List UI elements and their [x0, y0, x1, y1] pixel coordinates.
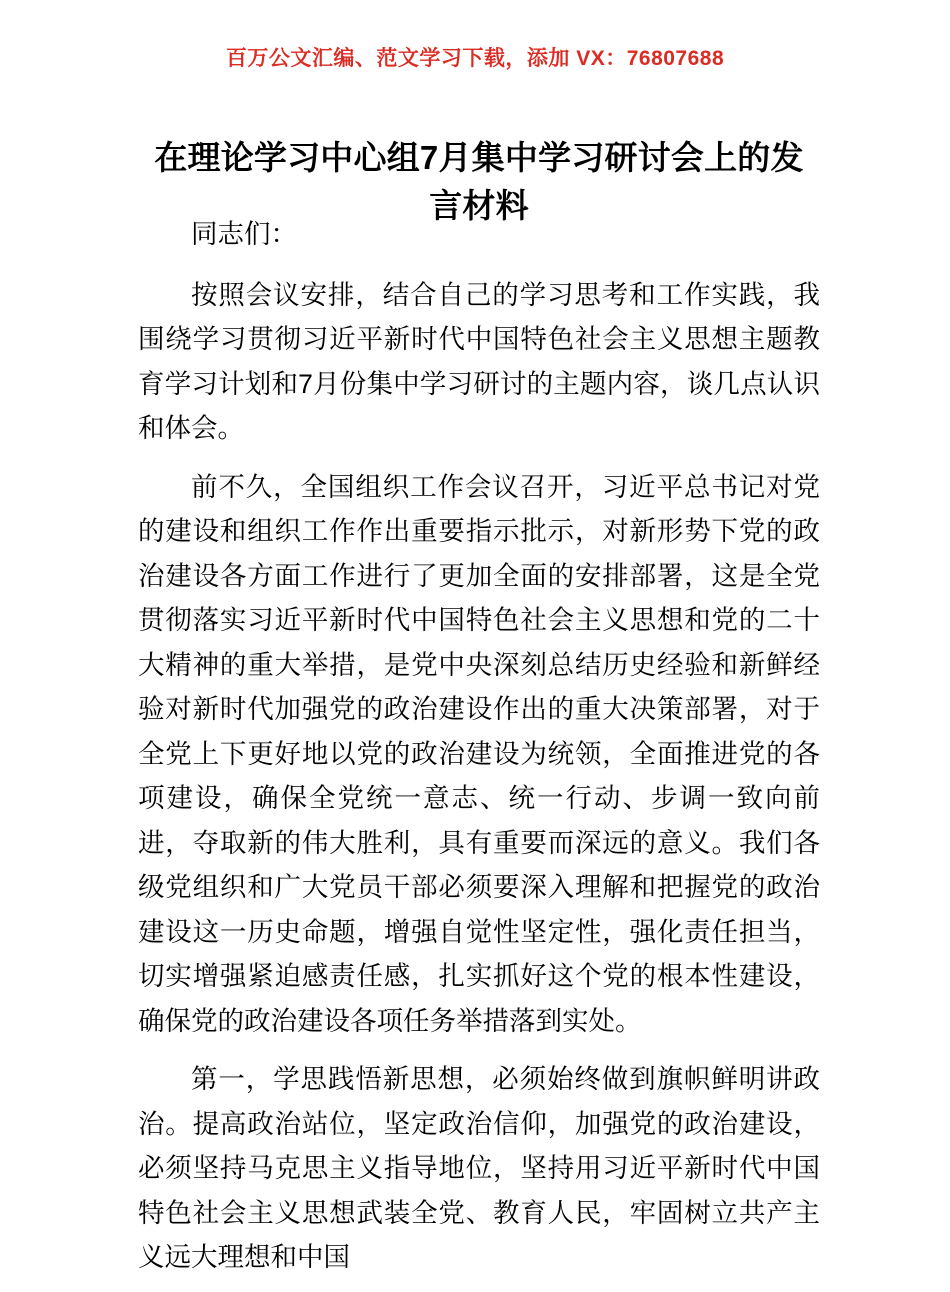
paragraph-background: 前不久，全国组织工作会议召开，习近平总书记对党的建设和组织工作作出重要指示批示，对新形势下党的政治建设各方面工作进行了更加全面的安排部署，这是全党贯彻落实习近平新时代中国特色社会主义思想和党的二十大精神的重大举措，是党中央深刻总结历史经验和新鲜经验对新时代加强党的政治建设作出的重大决策部署，对于全党上下更好地以党的政治建设为统领，全面推进党的各项建设，确保全党统一意志、统一行动、步调一致向前进，夺取新的伟大胜利，具有重要而深远的意义。我们各级党组织和广大党员干部必须要深入理解和把握党的政治建设这一历史命题，增强自觉性坚定性，强化责任担当，切实增强紧迫感责任感，扎实抓好这个党的根本性建设，确保党的政治建设各项任务举措落到实处。 [138, 471, 820, 1036]
paragraph-point-one: 第一，学思践悟新思想，必须始终做到旗帜鲜明讲政治。提高政治站位，坚定政治信仰，加强党的政治建设，必须坚持马克思主义指导地位，坚持用习近平新时代中国特色社会主义思想武装全党、教育人民，牢固树立共产主义远大理想和中国 [138, 1064, 820, 1272]
document-body [138, 212, 820, 1292]
paragraph-salutation: 同志们： [191, 219, 297, 249]
paragraph-intro: 按照会议安排，结合自己的学习思考和工作实践，我围绕学习贯彻习近平新时代中国特色社会主义思想主题教育学习计划和7月份集中学习研讨的主题内容，谈几点认识和体会。 [138, 279, 820, 443]
page-title: 在理论学习中心组7月集中学习研讨会上的发言材料 [154, 139, 804, 225]
promo-header-banner: 百万公文汇编、范文学习下载，添加 VX：76807688 [225, 47, 725, 70]
